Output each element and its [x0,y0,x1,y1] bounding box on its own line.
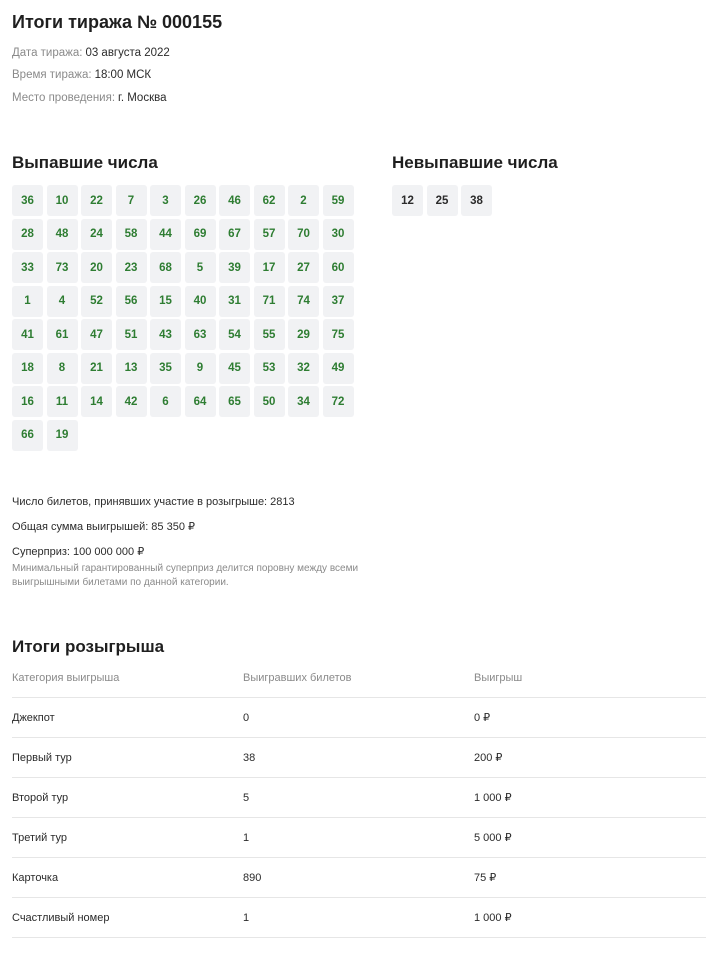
results-table [12,670,706,938]
drawn-ball: 64 [185,386,216,417]
drawn-ball: 43 [150,319,181,350]
prize-cell: 200 ₽ [474,752,503,764]
table-row [12,738,706,778]
drawn-ball: 17 [254,252,285,283]
drawn-numbers-title: Выпавшие числа [12,153,158,172]
column-header-winners: Выигравших билетов [243,671,352,684]
category-cell: Счастливый номер [12,911,110,924]
drawn-ball: 57 [254,219,285,250]
draw-place-value: г. Москва [118,92,167,104]
category-cell: Третий тур [12,831,68,844]
winners-cell: 0 [243,711,250,724]
category-cell: Джекпот [12,711,55,724]
drawn-ball: 23 [116,252,147,283]
column-header-category: Категория выигрыша [12,671,120,684]
superprize-value: 100 000 000 ₽ [72,546,145,558]
drawn-ball: 53 [254,353,285,384]
winners-cell: 5 [243,791,250,804]
drawn-ball: 37 [323,286,354,317]
drawn-ball: 67 [219,219,250,250]
drawn-ball: 46 [219,185,250,216]
column-header-prize: Выигрыш [474,671,523,684]
drawn-ball: 60 [323,252,354,283]
winners-cell: 38 [243,751,256,764]
drawn-ball: 34 [288,386,319,417]
table-row [12,778,706,818]
missed-ball: 38 [461,185,492,216]
winners-cell: 890 [243,871,262,884]
drawn-ball: 1 [12,286,43,317]
drawn-ball: 47 [81,319,112,350]
drawn-ball: 11 [47,386,78,417]
results-table-body [12,698,706,938]
drawn-ball: 63 [185,319,216,350]
draw-time [12,69,151,81]
drawn-ball: 55 [254,319,285,350]
drawn-ball: 2 [288,185,319,216]
category-cell: Карточка [12,871,59,884]
winners-cell: 1 [243,831,250,844]
drawn-ball: 54 [219,319,250,350]
drawn-ball: 61 [47,319,78,350]
draw-time-label: Время тиража: [12,69,92,81]
drawn-ball: 20 [81,252,112,283]
drawn-ball: 51 [116,319,147,350]
draw-place-label: Место проведения: [12,92,116,104]
drawn-ball: 21 [81,353,112,384]
drawn-ball: 71 [254,286,285,317]
winners-cell: 1 [243,911,250,924]
drawn-ball: 45 [219,353,250,384]
draw-time-value: 18:00 МСК [94,69,152,81]
drawn-ball: 33 [12,252,43,283]
drawn-ball: 13 [116,353,147,384]
results-title: Итоги розыгрыша [12,637,165,656]
missed-ball: 25 [427,185,458,216]
drawn-ball: 44 [150,219,181,250]
table-row [12,698,706,738]
drawn-ball: 9 [185,353,216,384]
drawn-ball: 62 [254,185,285,216]
drawn-ball: 30 [323,219,354,250]
tickets-count-label: Число билетов, принявших участие в розыгрыше: [12,496,268,508]
drawn-numbers-grid [12,185,354,451]
tickets-count-value: 2813 [270,496,295,508]
superprize-note: Минимальный гарантированный суперприз делится поровну между всеми выигрышными билетами по данной категории. [12,563,359,588]
drawn-ball: 14 [81,386,112,417]
drawn-ball: 22 [81,185,112,216]
total-winnings-label: Общая сумма выигрышей: [12,521,149,533]
draw-date-label: Дата тиража: [12,47,83,59]
drawn-ball: 18 [12,353,43,384]
total-winnings-value: 85 350 ₽ [151,521,195,533]
results-table-header [12,658,706,698]
draw-date [12,47,170,59]
drawn-ball: 39 [219,252,250,283]
drawn-ball: 3 [150,185,181,216]
drawn-ball: 7 [116,185,147,216]
drawn-ball: 10 [47,185,78,216]
drawn-ball: 29 [288,319,319,350]
drawn-ball: 8 [47,353,78,384]
superprize-label: Суперприз: [12,546,70,558]
drawn-ball: 4 [47,286,78,317]
drawn-ball: 59 [323,185,354,216]
drawn-ball: 26 [185,185,216,216]
table-row [12,898,706,938]
drawn-ball: 24 [81,219,112,250]
page-title: Итоги тиража № 000155 [12,12,223,32]
tickets-count [12,496,295,508]
drawn-ball: 70 [288,219,319,250]
drawn-ball: 48 [47,219,78,250]
drawn-ball: 52 [81,286,112,317]
category-cell: Второй тур [12,791,69,804]
drawn-ball: 66 [12,420,43,451]
drawn-ball: 49 [323,353,354,384]
drawn-ball: 15 [150,286,181,317]
draw-place [12,92,166,104]
drawn-ball: 75 [323,319,354,350]
category-cell: Первый тур [12,751,72,764]
drawn-ball: 72 [323,386,354,417]
drawn-ball: 36 [12,185,43,216]
prize-cell: 0 ₽ [474,712,491,724]
drawn-ball: 40 [185,286,216,317]
drawn-ball: 27 [288,252,319,283]
missed-numbers-title: Невыпавшие числа [392,153,558,172]
drawn-ball: 6 [150,386,181,417]
table-row [12,858,706,898]
prize-cell: 5 000 ₽ [474,832,512,844]
total-winnings [12,520,195,533]
drawn-ball: 28 [12,219,43,250]
drawn-ball: 16 [12,386,43,417]
drawn-ball: 35 [150,353,181,384]
drawn-ball: 31 [219,286,250,317]
drawn-ball: 19 [47,420,78,451]
draw-date-value: 03 августа 2022 [85,47,170,59]
prize-cell: 1 000 ₽ [474,792,512,804]
missed-numbers-grid [392,185,492,216]
drawn-ball: 32 [288,353,319,384]
prize-cell: 1 000 ₽ [474,912,512,924]
drawn-ball: 42 [116,386,147,417]
missed-ball: 12 [392,185,423,216]
drawn-ball: 73 [47,252,78,283]
drawn-ball: 69 [185,219,216,250]
drawn-ball: 68 [150,252,181,283]
table-row [12,818,706,858]
superprize [12,545,144,558]
drawn-ball: 5 [185,252,216,283]
prize-cell: 75 ₽ [474,872,497,884]
drawn-ball: 41 [12,319,43,350]
drawn-ball: 58 [116,219,147,250]
drawn-ball: 74 [288,286,319,317]
drawn-ball: 65 [219,386,250,417]
drawn-ball: 50 [254,386,285,417]
drawn-ball: 56 [116,286,147,317]
